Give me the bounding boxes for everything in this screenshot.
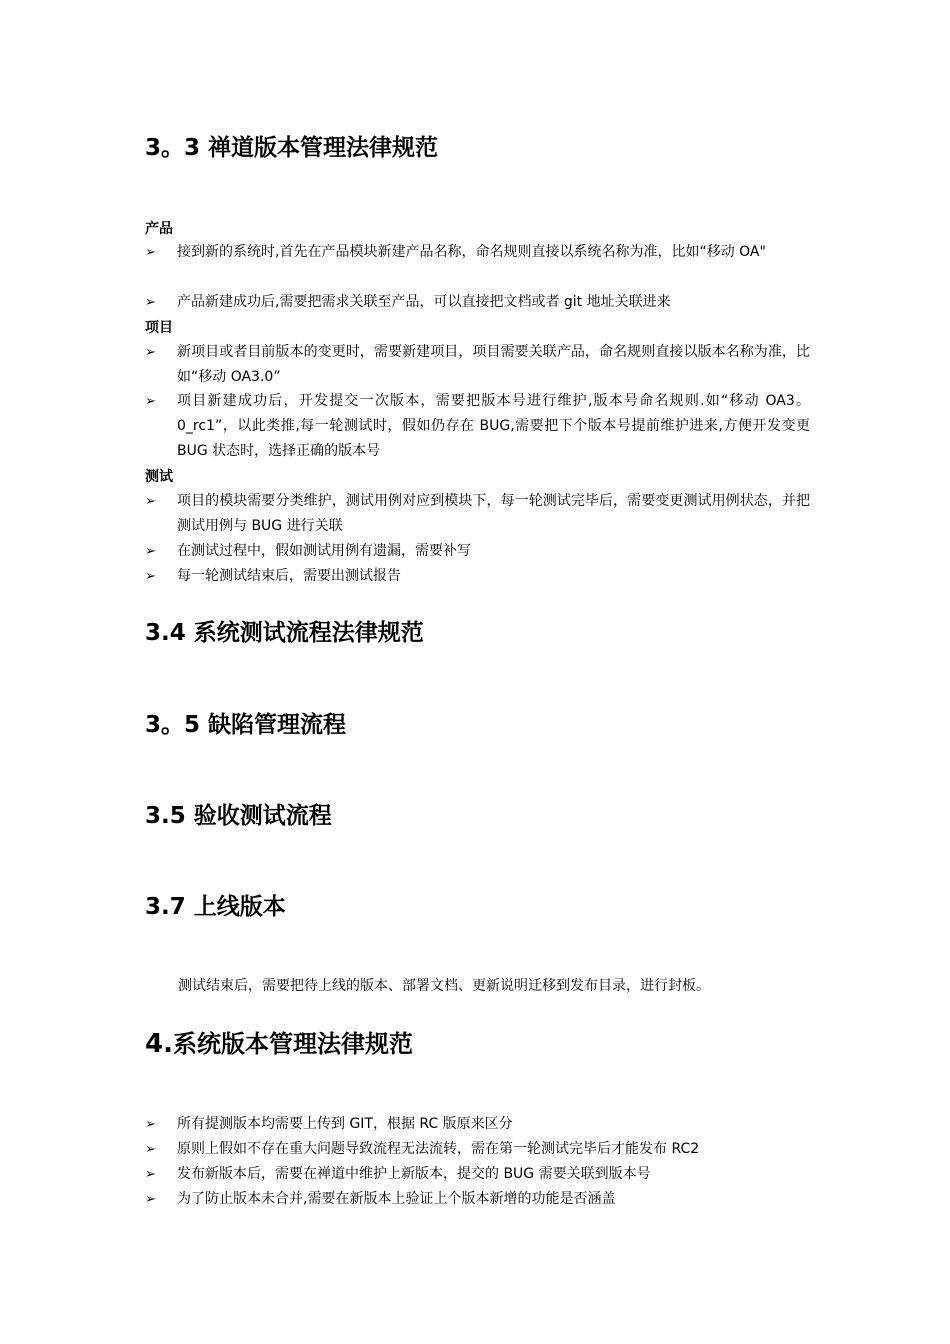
list-item (145, 340, 810, 390)
arrow-bullet-icon: ➢ (145, 1192, 156, 1207)
section-3-7-heading: 3.7 上线版本 (145, 894, 286, 920)
list-item (145, 1187, 810, 1212)
list-item (145, 1112, 810, 1137)
section-4-heading (145, 1029, 413, 1059)
product-subheading: 产品 (145, 221, 173, 237)
arrow-bullet-icon: ➢ (145, 245, 156, 260)
list-item (145, 240, 810, 265)
project-subheading: 项目 (145, 320, 173, 336)
list-item-text: 新项目或者目前版本的变更时，需要新建项目，项目需要关联产品，命名规则直接以版本名称为准，比如“移动 OA3.0” (177, 344, 810, 385)
list-item-text: 在测试过程中，假如测试用例有遗漏，需要补写 (177, 543, 471, 559)
list-item-text: 发布新版本后，需要在禅道中维护上新版本，提交的 BUG 需要关联到版本号 (177, 1166, 651, 1182)
section-3-4-heading: 3.4 系统测试流程法律规范 (145, 620, 424, 646)
section-3-5-defect-heading: 3。5 缺陷管理流程 (145, 712, 347, 738)
list-item-text: 项目的模块需要分类维护，测试用例对应到模块下，每一轮测试完毕后，需要变更测试用例状态，并把测试用例与 BUG 进行关联 (177, 493, 810, 534)
arrow-bullet-icon: ➢ (145, 394, 156, 409)
section-3-3-heading: 3。3 禅道版本管理法律规范 (145, 135, 439, 161)
list-item (145, 564, 810, 589)
section-3-5-acceptance-heading: 3.5 验收测试流程 (145, 803, 332, 829)
list-item (145, 489, 810, 539)
list-item-text: 每一轮测试结束后，需要出测试报告 (177, 568, 401, 584)
list-item-text: 原则上假如不存在重大问题导致流程无法流转，需在第一轮测试完毕后才能发布 RC2 (177, 1141, 700, 1157)
arrow-bullet-icon: ➢ (145, 1117, 156, 1132)
list-item-text: 为了防止版本未合并,需要在新版本上验证上个版本新增的功能是否涵盖 (177, 1191, 616, 1207)
arrow-bullet-icon: ➢ (145, 345, 156, 360)
list-item (145, 539, 810, 564)
list-item-text: 接到新的系统时,首先在产品模块新建产品名称，命名规则直接以系统名称为准，比如“移动 OA" (177, 244, 766, 260)
list-item (145, 389, 810, 464)
arrow-bullet-icon: ➢ (145, 295, 156, 310)
list-item-text: 产品新建成功后,需要把需求关联至产品，可以直接把文档或者 git 地址关联进来 (177, 294, 671, 310)
release-paragraph: 测试结束后，需要把待上线的版本、部署文档、更新说明迁移到发布目录，进行封板。 (178, 978, 710, 994)
arrow-bullet-icon: ➢ (145, 544, 156, 559)
arrow-bullet-icon: ➢ (145, 1167, 156, 1182)
arrow-bullet-icon: ➢ (145, 494, 156, 509)
section-4-number: 4. (145, 1029, 173, 1059)
list-item-text: 所有提测版本均需要上传到 GIT，根据 RC 版原来区分 (177, 1116, 513, 1132)
list-item (145, 290, 810, 315)
list-item (145, 1137, 810, 1162)
list-item (145, 1162, 810, 1187)
arrow-bullet-icon: ➢ (145, 569, 156, 584)
section-4-title: 系统版本管理法律规范 (172, 1030, 413, 1058)
arrow-bullet-icon: ➢ (145, 1142, 156, 1157)
list-item-text: 项目新建成功后，开发提交一次版本，需要把版本号进行维护,版本号命名规则.如“移动 OA3。0_rc1”，以此类推,每一轮测试时，假如仍存在 BUG,需要把下个版本号提前维护进来,方便开发变更 BUG 状态时，选择正确的版本号 (177, 393, 810, 459)
test-subheading: 测试 (145, 469, 173, 485)
